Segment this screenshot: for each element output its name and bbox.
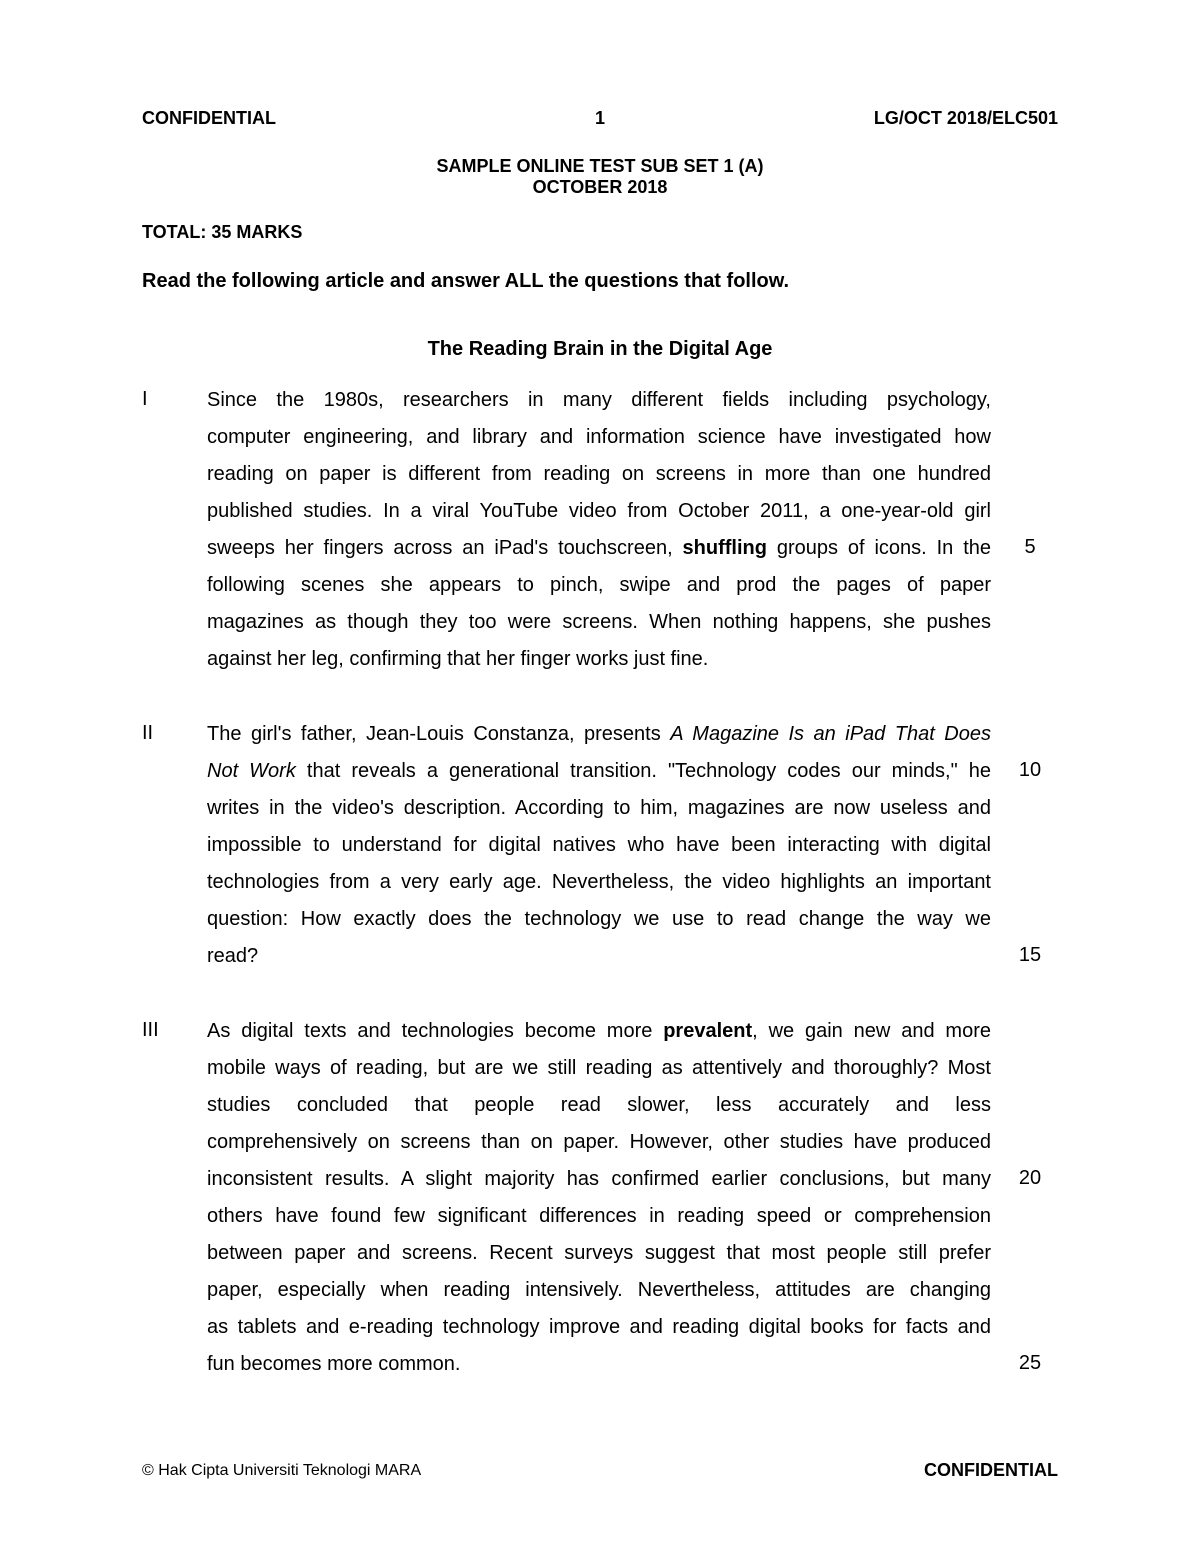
paragraph-numeral: II	[142, 722, 154, 744]
paragraph-line	[207, 1019, 991, 1043]
keyword-shuffling: shuffling	[682, 537, 767, 559]
line-number: 25	[1018, 1352, 1042, 1374]
paragraph-line	[207, 536, 991, 560]
test-title: SAMPLE ONLINE TEST SUB SET 1 (A)	[436, 156, 764, 176]
paragraph-numeral: III	[142, 1019, 159, 1041]
line-number: 10	[1018, 759, 1042, 781]
text-run: As digital texts and technologies become more	[207, 1020, 664, 1042]
paragraph-line: reading on paper is different from reading on screens in more than one hundred	[207, 463, 991, 485]
paragraph-numeral: I	[142, 388, 148, 410]
line-number: 20	[1018, 1167, 1042, 1189]
paragraph-line: between paper and screens. Recent surveys suggest that most people still prefer	[207, 1242, 991, 1264]
text-run: The girl's father, Jean-Louis Constanza, presents	[207, 723, 671, 745]
text-run: groups of icons. In the	[766, 537, 992, 559]
paragraph-line: comprehensively on screens than on paper. However, other studies have produced	[207, 1131, 991, 1153]
copyright-notice: © Hak Cipta Universiti Teknologi MARA	[142, 1462, 422, 1479]
paragraph-line: technologies from a very early age. Nevertheless, the video highlights an important	[207, 871, 991, 893]
text-run: that reveals a generational transition. "Technology codes our minds," he	[295, 760, 991, 782]
instruction-emphasis: ALL	[504, 270, 544, 292]
paragraph-line: as tablets and e-reading technology improve and reading digital books for facts and	[207, 1316, 991, 1338]
instruction-before: Read the following article and answer	[142, 270, 505, 292]
footer-confidential: CONFIDENTIAL	[924, 1460, 1058, 1480]
paragraph-line: Since the 1980s, researchers in many different fields including psychology,	[207, 389, 991, 411]
text-run: , we gain new and more	[752, 1020, 991, 1042]
paragraph-line: inconsistent results. A slight majority has confirmed earlier conclusions, but many	[207, 1168, 991, 1190]
line-number: 15	[1018, 944, 1042, 966]
paragraph-line: published studies. In a viral YouTube video from October 2011, a one-year-old girl	[207, 500, 991, 522]
paragraph-line: question: How exactly does the technology we use to read change the way we	[207, 908, 991, 930]
text-run: sweeps her fingers across an iPad's touchscreen,	[207, 537, 683, 559]
paragraph-line	[207, 722, 991, 746]
paragraph-line: read?	[207, 945, 259, 967]
video-title: Not Work	[207, 760, 296, 782]
paragraph-line: paper, especially when reading intensively. Nevertheless, attitudes are changing	[207, 1279, 991, 1301]
paragraph-line	[207, 759, 991, 783]
document-code: LG/OCT 2018/ELC501	[873, 108, 1058, 128]
paragraph-line: against her leg, confirming that her finger works just fine.	[207, 648, 709, 670]
paragraph-line: magazines as though they too were screens. When nothing happens, she pushes	[207, 611, 991, 633]
instruction	[142, 270, 789, 293]
page-number: 1	[594, 108, 605, 128]
paragraph-line: studies concluded that people read slower, less accurately and less	[207, 1094, 991, 1116]
paragraph-line: writes in the video's description. According to him, magazines are now useless and	[207, 797, 991, 819]
paragraph-line: mobile ways of reading, but are we still reading as attentively and thoroughly? Most	[207, 1057, 991, 1079]
video-title: A Magazine Is an iPad That Does	[670, 723, 991, 745]
paragraph-line: impossible to understand for digital natives who have been interacting with digital	[207, 834, 991, 856]
header-confidential: CONFIDENTIAL	[142, 108, 276, 128]
instruction-after: the questions that follow.	[543, 270, 790, 292]
line-number: 5	[1024, 536, 1036, 558]
article-title: The Reading Brain in the Digital Age	[427, 338, 773, 360]
test-date: OCTOBER 2018	[532, 177, 668, 197]
paragraph-line: others have found few significant differences in reading speed or comprehension	[207, 1205, 991, 1227]
paragraph-line: fun becomes more common.	[207, 1353, 461, 1375]
total-marks: TOTAL: 35 MARKS	[142, 222, 303, 242]
paragraph-line: computer engineering, and library and information science have investigated how	[207, 426, 991, 448]
keyword-prevalent: prevalent	[663, 1020, 753, 1042]
paragraph-line: following scenes she appears to pinch, swipe and prod the pages of paper	[207, 574, 991, 596]
